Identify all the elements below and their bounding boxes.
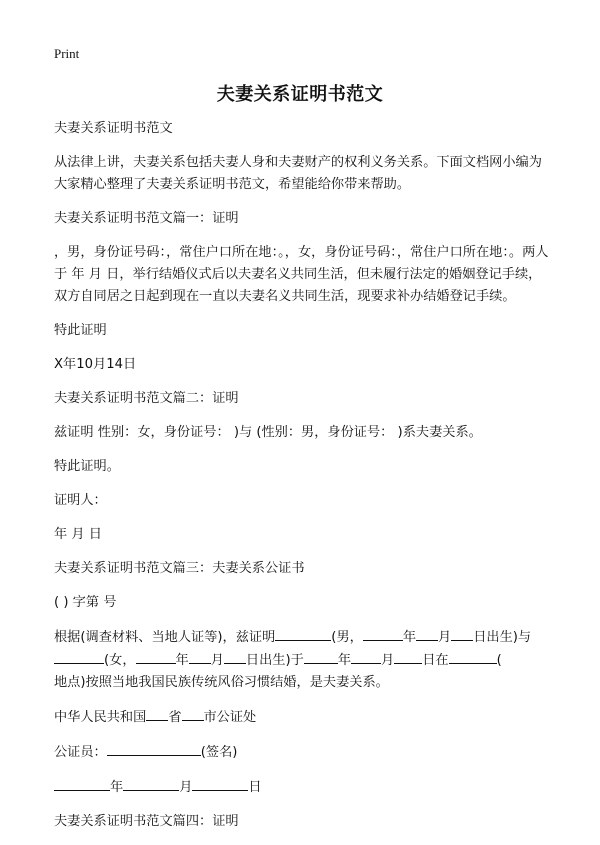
print-label: Print: [54, 46, 80, 61]
section2-date: 年 月 日: [54, 527, 102, 542]
blank-year: [136, 649, 176, 664]
blank-day: [192, 776, 248, 791]
text-segment: 月: [210, 653, 224, 668]
text-segment: 年: [175, 653, 189, 668]
section3-number: ( ) 字第 号: [54, 595, 117, 610]
text-segment: 省: [168, 710, 182, 725]
blank-month: [351, 649, 381, 664]
text-segment: 月: [438, 630, 452, 645]
text-segment: 月: [381, 653, 395, 668]
section1-heading: 夫妻关系证明书范文篇一：证明: [54, 211, 239, 226]
blank-year: [54, 776, 110, 791]
section2-heading: 夫妻关系证明书范文篇二：证明: [54, 391, 239, 406]
intro-paragraph: 从法律上讲，夫妻关系包括夫妻人身和夫妻财产的权利义务关系。下面文档网小编为大家精心整理了夫妻关系证明书范文，希望能给你带来帮助。: [54, 155, 542, 192]
section2-text: 兹证明 性别：女，身份证号： )与 (性别：男，身份证号： )系夫妻关系。: [54, 425, 482, 440]
document-title: 夫妻关系证明书范文: [216, 84, 384, 105]
section3-certificate-text: [54, 626, 550, 694]
text-segment: 日在: [422, 653, 449, 668]
text-segment: 日: [248, 780, 262, 795]
blank-month: [189, 649, 211, 664]
section3-notary-date: [54, 776, 550, 799]
section2-witness: 证明人：: [54, 493, 107, 508]
blank-day: [394, 649, 422, 664]
text-segment: (女，: [104, 653, 136, 668]
text-segment: 地点)按照当地我国民族传统风俗习惯结婚，是夫妻关系。: [54, 675, 389, 690]
document-subtitle: 夫妻关系证明书范文: [54, 121, 173, 136]
text-segment: 月: [179, 780, 193, 795]
blank-month: [416, 626, 438, 641]
section3-heading: 夫妻关系证明书范文篇三：夫妻关系公证书: [54, 561, 305, 576]
text-segment: 年: [110, 780, 124, 795]
blank-day: [224, 649, 246, 664]
text-segment: 中华人民共和国: [54, 710, 147, 725]
text-segment: 年: [337, 653, 351, 668]
text-segment: (签名): [200, 745, 238, 760]
section1-text: ，男，身份证号码：，常住户口所在地：。，女，身份证号码：，常住户口所在地：。两人于 年 月 日，举行结婚仪式后以夫妻名义共同生活，但未履行法定的婚姻登记手续，双方自同居之日起到现在一直以夫妻名义共同生活，现要求补办结婚登记手续。: [54, 245, 549, 304]
blank-signature: [107, 741, 201, 756]
document-body: [54, 118, 550, 845]
blank-province: [146, 706, 168, 721]
blank-year: [304, 649, 338, 664]
text-segment: 市公证处: [203, 710, 257, 725]
text-segment: 公证员：: [54, 745, 107, 760]
blank-day: [451, 626, 473, 641]
blank-city: [182, 706, 204, 721]
section3-notary-office: [54, 706, 550, 729]
text-segment: 年: [402, 630, 417, 645]
section3-notary-signature: [54, 741, 550, 764]
blank-place: [449, 649, 497, 664]
text-segment: (: [496, 653, 502, 668]
section2-certify: 特此证明。: [54, 459, 120, 474]
blank-name-male: [275, 626, 331, 641]
text-segment: 根据(调查材料、当地人证等)，兹证明: [54, 630, 276, 645]
text-segment: (男，: [331, 630, 363, 645]
text-segment: 日出生)与: [473, 630, 532, 645]
section1-date: X年10月14日: [54, 357, 137, 372]
section4-heading: 夫妻关系证明书范文篇四：证明: [54, 814, 239, 829]
text-segment: 日出生)于: [245, 653, 304, 668]
section1-certify: 特此证明: [54, 323, 107, 338]
blank-month: [123, 776, 179, 791]
blank-name-female: [54, 649, 104, 664]
blank-year: [363, 626, 403, 641]
